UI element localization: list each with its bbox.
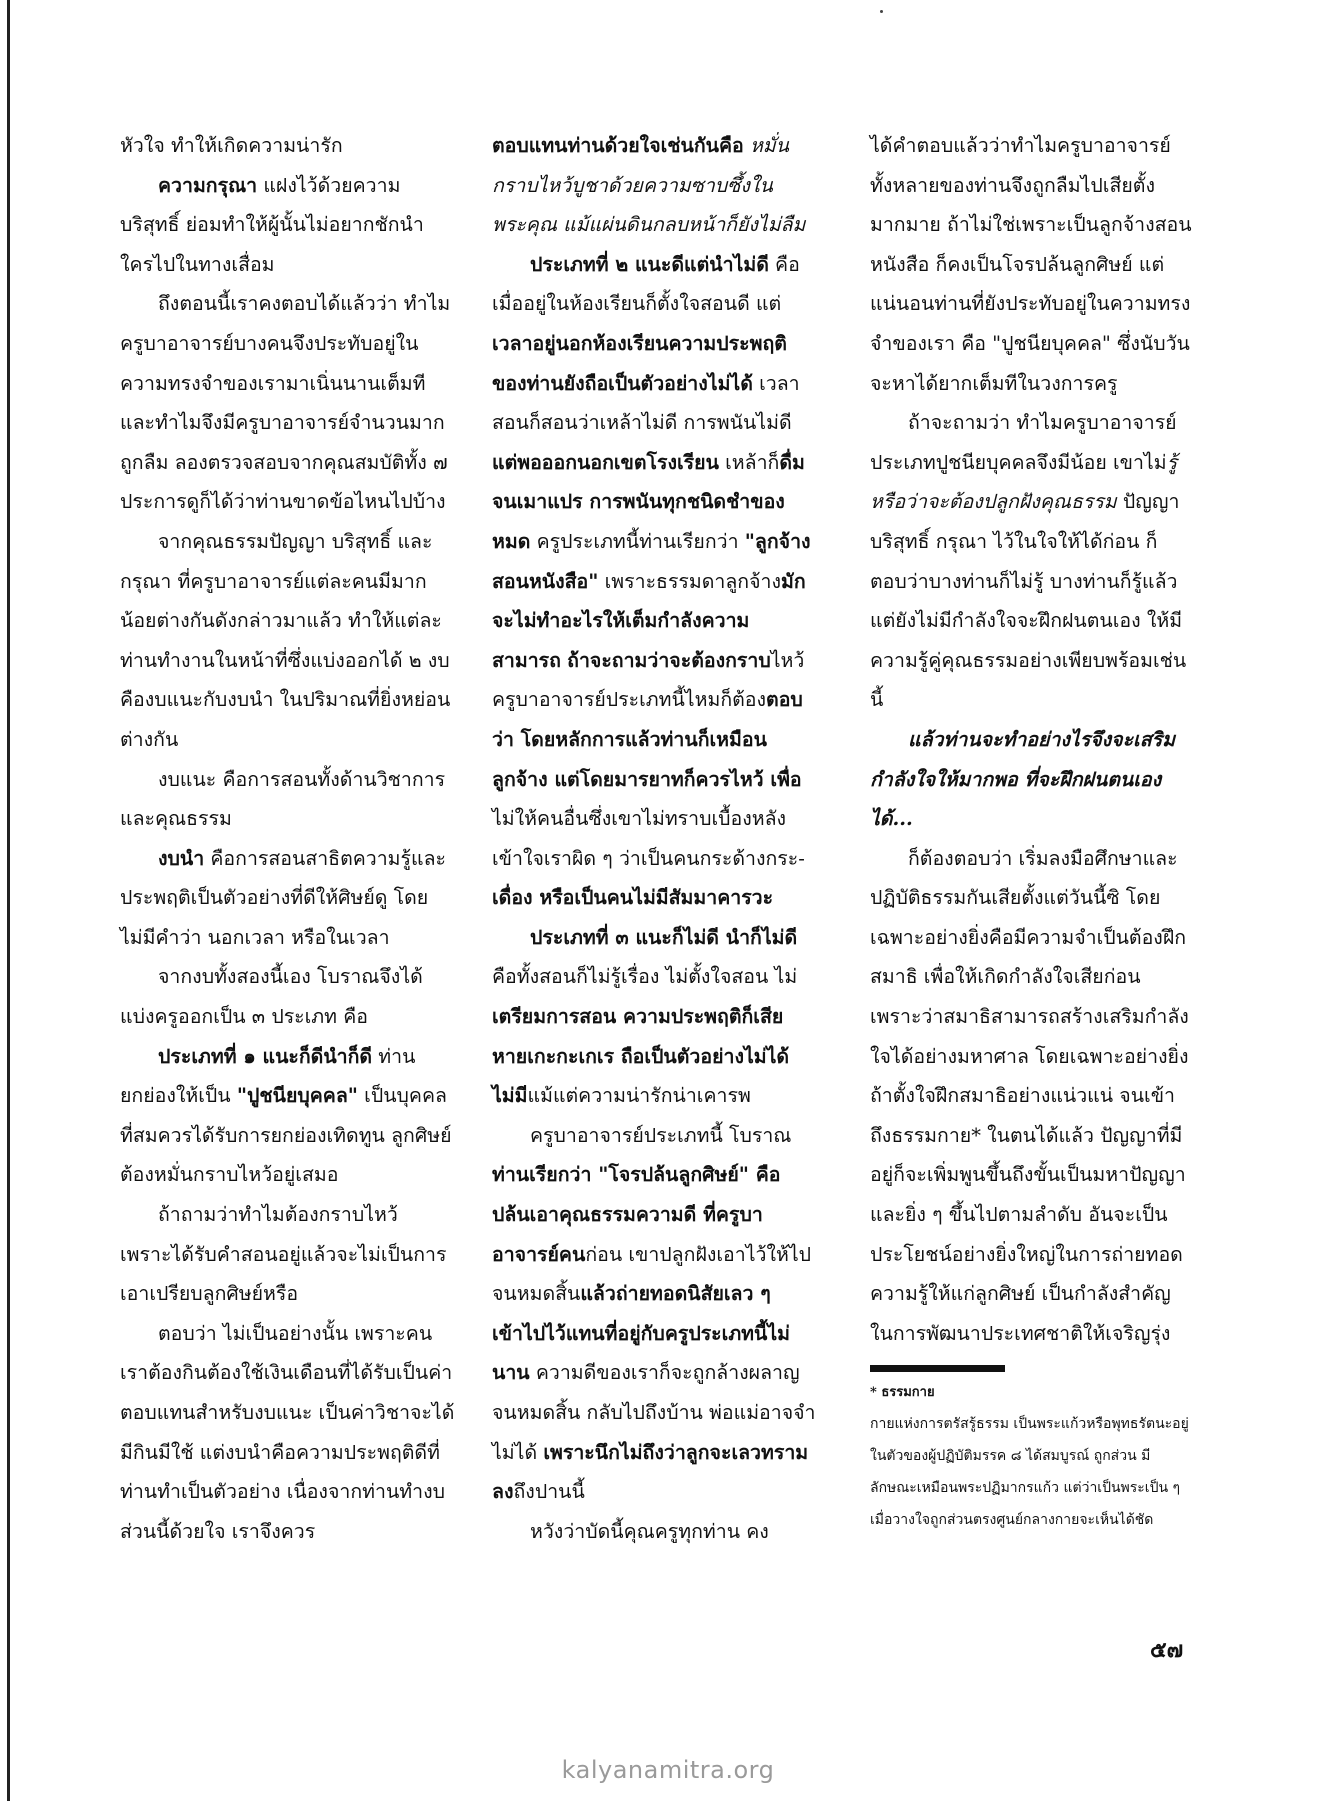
paragraph <box>120 839 455 958</box>
paragraph: หวังว่าบัดนี้คุณครูทุกท่าน คง <box>530 1519 769 1543</box>
term-puchaniya: "ปูชนียบุคคล" <box>236 1084 358 1108</box>
text: คือ เมื่ออยู่ในห้องเรียนก็ตั้งใจสอนดี แต่ <box>492 252 800 316</box>
paragraph: จากงบทั้งสองนี้เอง โบราณจึงได้แบ่งครูออกเป็น ๓ ประเภท คือ <box>120 965 423 1029</box>
bold-text: ตอบว่า โดยหลักการแล้วท่านก็เหมือนลูกจ้าง แต่โดยมารยาทก็ควรไหว้ เพื่อ <box>492 688 803 791</box>
italic-bold-text: แล้วท่านจะทำอย่างไรจึงจะเสริมกำลังใจให้มากพอ ที่จะฝึกฝนตนเองได้... <box>870 727 1175 831</box>
paragraph: ได้คำตอบแล้วว่าทำไมครูบาอาจารย์ทั้งหลายของท่านจึงถูกลืมไปเสียตั้งมากมาย ถ้าไม่ใช่เพราะเป็นลูกจ้างสอนหนังสือ ก็คงเป็นโจรปล้นลูกศิษย์ แต่แน่นอนท่านที่ยังประทับอยู่ในความทรงจำของเรา คือ "ปูชนียบุคคล" ซึ่งนับวันจะหาได้ยากเต็มทีในวงการครู <box>870 134 1192 395</box>
paragraph: ถ้าถามว่าทำไมต้องกราบไหว้ เพราะได้รับคำสอนอยู่แล้วจะไม่เป็นการเอาเปรียบลูกศิษย์หรือ <box>120 1203 447 1306</box>
text: ถ้าจะถามว่า ทำไมครูบาอาจารย์ประเภทปูชนียบุคคลจึงมีน้อย เขาไม่ <box>870 411 1177 474</box>
text: ก่อน เขาปลูกฝังเอาไว้ให้ไปจนหมดสิ้น <box>492 1242 812 1306</box>
text: แม้แต่ความน่ารักน่าเคารพ <box>527 1084 751 1108</box>
column-1 <box>120 126 455 1551</box>
paragraph <box>492 126 817 245</box>
scan-speck <box>880 10 883 13</box>
footnote-divider <box>870 1365 1005 1372</box>
paragraph: งบแนะ คือการสอนทั้งด้านวิชาการและคุณธรรม <box>120 767 446 831</box>
footnote-title: * ธรรมกาย <box>870 1385 935 1401</box>
bold-text: แล้วถ่ายทอดนิสัยเลว ๆ เข้าไปไว้แทนที่อยู่กับครูประเภทนี้ไม่นาน <box>492 1282 791 1385</box>
paragraph <box>870 403 1192 720</box>
term-look-jang: "ลูกจ้างสอนหนังสือ" <box>492 529 811 593</box>
text: เพราะธรรมดาลูกจ้าง <box>598 569 782 593</box>
paragraph <box>120 166 455 285</box>
paragraph <box>492 1116 817 1512</box>
type-1-heading: ประเภทที่ ๑ แนะก็ดีนำก็ดี <box>158 1044 373 1068</box>
italic-text: รู้หรือว่าจะต้องปลูกฝังคุณธรรม <box>870 450 1178 514</box>
paragraph: หัวใจ ทำให้เกิดความน่ารัก <box>120 134 343 157</box>
page-number: ๕๗ <box>1150 1637 1184 1663</box>
text: ท่านยกย่องให้เป็น <box>120 1044 416 1108</box>
text: เวลาสอนก็สอนว่าเหล้าไม่ดี การพนันไม่ดี <box>492 371 800 435</box>
scan-edge-rule <box>7 0 10 1801</box>
watermark: kalyanamitra.org <box>561 1756 775 1784</box>
bold-text: ท่านเรียกว่า "โจรปล้นลูกศิษย์" คือปล้นเอาคุณธรรมความดี ที่ครูบาอาจารย์คน <box>492 1163 781 1266</box>
text: ไหว้ครูบาอาจารย์ประเภทนี้ไหมก็ต้อง <box>492 648 805 712</box>
bold-text: เวลาอยู่นอกห้องเรียนความประพฤติของท่านยังถือเป็นตัวอย่างไม่ได้ <box>492 331 787 395</box>
bold-text: ดื่มจนเมาแปร การพนันทุกชนิดชำของหมด <box>492 450 805 553</box>
text: เป็นบุคคลที่สมควรได้รับการยกย่องเทิดทูน ลูกศิษย์ต้องหมั่นกราบไหว้อยู่เสมอ <box>120 1084 452 1187</box>
italic-text: หมั่นกราบไหว้บูชาด้วยความซาบซึ้งในพระคุณ แม้แผ่นดินกลบหน้าก็ยังไม่ลืม <box>492 134 806 237</box>
paragraph: ตอบว่า ไม่เป็นอย่างนั้น เพราะคนเราต้องกินต้องใช้เงินเดือนที่ได้รับเป็นค่าตอบแทนสำหรับงบแนะ เป็นค่าวิชาจะได้มีกินมีใช้ แต่งบนำคือความประพฤติดีที่ท่านทำเป็นตัวอย่าง เนื่องจากท่านทำงบส่วนนี้ด้วยใจ เราจึงควร <box>120 1321 455 1543</box>
paragraph <box>492 918 817 1116</box>
text: คือทั้งสอนก็ไม่รู้เรื่อง ไม่ตั้งใจสอน ไม่ <box>492 965 798 989</box>
bold-text: เดื่อง หรือเป็นคนไม่มีสัมมาคารวะ <box>492 886 774 910</box>
text: ครูบาอาจารย์ประเภทนี้ โบราณ <box>530 1123 792 1147</box>
paragraph: จากคุณธรรมปัญญา บริสุทธิ์ และกรุณา ที่ครูบาอาจารย์แต่ละคนมีมากน้อยต่างกันดังกล่าวมาแล้ว ทำให้แต่ละท่านทำงานในหน้าที่ซึ่งแบ่งออกได้ ๒ งบ คืองบแนะกับงบนำ ในปริมาณที่ยิ่งหย่อนต่างกัน <box>120 529 451 751</box>
paragraph <box>120 1037 455 1195</box>
footnote-text: กายแห่งการตรัสรู้ธรรม เป็นพระแก้วหรือพุทธรัตนะอยู่ในตัวของผู้ปฏิบัติมรรค ๘ ได้สมบูรณ์ ถูกส่วน มีลักษณะเหมือนพระปฏิมากรแก้ว แต่ว่าเป็นพระเป็น ๆ เมื่อวางใจถูกส่วนตรงศูนย์กลางกายจะเห็นได้ชัด <box>870 1416 1189 1529</box>
text: เหล้าก็ <box>718 450 780 474</box>
text: ความดีของเราก็จะถูกล้างผลาญจนหมดสิ้น กลับไปถึงบ้าน พ่อแม่อาจจำไม่ได้ <box>492 1361 816 1464</box>
bold-text: ถ้าจะถามว่าจะต้องกราบ <box>567 648 771 672</box>
paragraph <box>492 245 817 918</box>
bold-text: มักจะไม่ทำอะไรให้เต็มกำลังความสามารถ <box>492 569 806 672</box>
type-3-heading: ประเภทที่ ๓ แนะก็ไม่ดี นำก็ไม่ดี <box>530 925 798 949</box>
text: ครูประเภทนี้ท่านเรียกว่า <box>530 529 745 553</box>
column-2 <box>492 126 817 1551</box>
paragraph: ถึงตอนนี้เราคงตอบได้แล้วว่า ทำไมครูบาอาจารย์บางคนจึงประทับอยู่ในความทรงจำของเรามาเนิ่นนานเต็มที และทำไมจึงมีครูบาอาจารย์จำนวนมากถูกลืม ลองตรวจสอบจากคุณสมบัติทั้ง ๗ ประการดูก็ได้ว่าท่านขาดข้อไหนไปบ้าง <box>120 292 451 514</box>
bold-text: เพราะนึกไม่ถึงว่าลูกจะเลวทรามลง <box>492 1440 809 1504</box>
text: ปัญญา บริสุทธิ์ กรุณา ไว้ในใจให้ได้ก่อน ก็ตอบว่าบางท่านก็ไม่รู้ บางท่านก็รู้แล้ว แต่ยังไม่มีกำลังใจจะฝึกฝนตนเอง ให้มีความรู้คู่คุณธรรมอย่างเพียบพร้อมเช่นนี้ <box>870 490 1187 712</box>
bold-text: แต่พอออกนอกเขตโรงเรียน <box>492 450 719 474</box>
term-karuna: ความกรุณา <box>158 173 258 197</box>
paragraph <box>870 720 1192 839</box>
text: คือการสอนสาธิตความรู้และประพฤติเป็นตัวอย่างที่ดีให้ศิษย์ดู โดยไม่มีคำว่า นอกเวลา หรือในเวลา <box>120 846 446 949</box>
text: แฝงไว้ด้วยความบริสุทธิ์ ย่อมทำให้ผู้นั้นไม่อยากชักนำใครไปในทางเสื่อม <box>120 173 424 276</box>
bold-text: เตรียมการสอน ความประพฤติก็เสียหายเกะกะเกเร ถือเป็นตัวอย่างไม่ได้ ไม่มี <box>492 1005 790 1108</box>
term-ngob-nam: งบนำ <box>158 846 205 870</box>
bold-text: ตอบแทนท่านด้วยใจเช่นกันคือ <box>492 134 744 157</box>
column-3 <box>870 126 1192 1536</box>
text: ถึงปานนี้ <box>513 1480 585 1504</box>
text: ไม่ให้คนอื่นซึ่งเขาไม่ทราบเบื้องหลังเข้าใจเราผิด ๆ ว่าเป็นคนกระด้างกระ- <box>492 807 805 870</box>
type-2-heading: ประเภทที่ ๒ แนะดีแต่นำไม่ดี <box>530 252 769 276</box>
paragraph: ก็ต้องตอบว่า เริ่มลงมือศึกษาและปฏิบัติธรรมกันเสียตั้งแต่วันนี้ซิ โดยเฉพาะอย่างยิ่งคือมีความจำเป็นต้องฝึกสมาธิ เพื่อให้เกิดกำลังใจเสียก่อน เพราะว่าสมาธิสามารถสร้างเสริมกำลังใจได้อย่างมหาศาล โดยเฉพาะอย่างยิ่งถ้าตั้งใจฝึกสมาธิอย่างแน่วแน่ จนเข้าถึงธรรมกาย* ในตนได้แล้ว ปัญญาที่มีอยู่ก็จะเพิ่มพูนขึ้นถึงขั้นเป็นมหาปัญญา และยิ่ง ๆ ขึ้นไปตามลำดับ อันจะเป็นประโยชน์อย่างยิ่งใหญ่ในการถ่ายทอดความรู้ให้แก่ลูกศิษย์ เป็นกำลังสำคัญในการพัฒนาประเทศชาติให้เจริญรุ่ง <box>870 846 1189 1345</box>
